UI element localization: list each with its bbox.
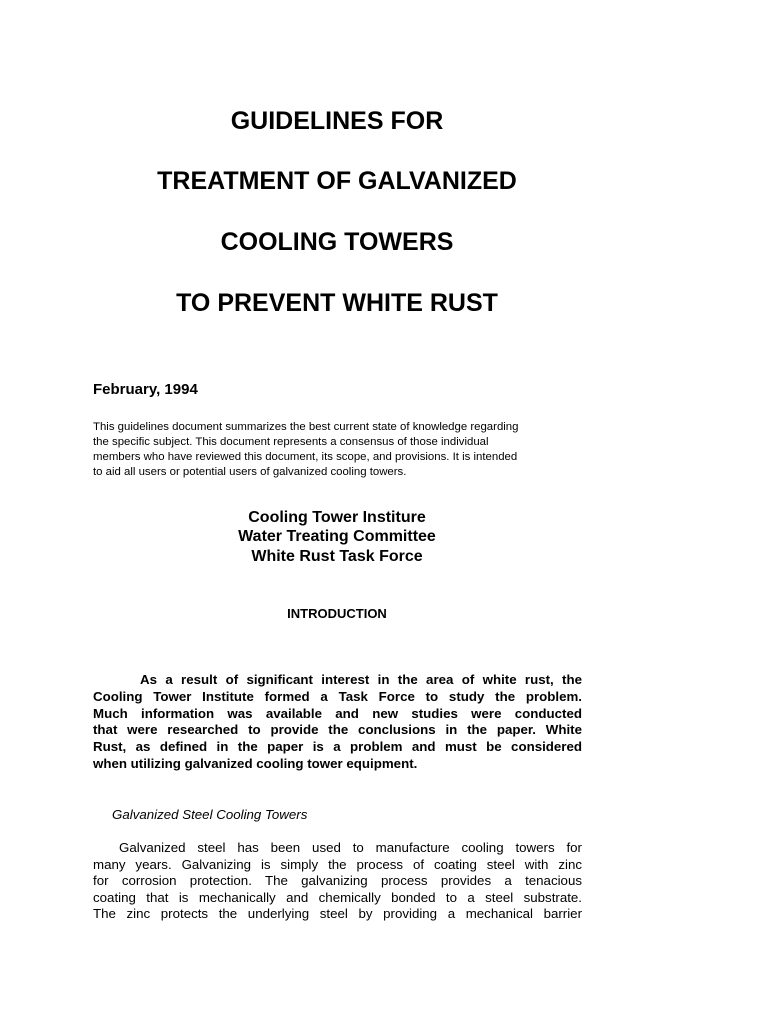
summary-line: the specific subject. This document represents a consensus of those individual	[93, 436, 489, 448]
introduction-line: Much information was available and new studies were conducted	[93, 705, 582, 721]
summary-line: members who have reviewed this document, its scope, and provisions. It is intended	[93, 451, 518, 463]
body-line: The zinc protects the underlying steel by providing a mechanical barrier	[93, 906, 582, 922]
title-line-3: COOLING TOWERS	[220, 228, 454, 256]
introduction-paragraph	[93, 672, 582, 773]
organization-line-1: Cooling Tower Institure	[248, 509, 426, 526]
summary-line: to aid all users or potential users of galvanized cooling towers.	[93, 466, 407, 478]
introduction-line: Rust, as defined in the paper is a problem and must be considered	[93, 739, 582, 755]
title-line-1: GUIDELINES FOR	[230, 107, 444, 135]
organization-line-2: Water Treating Committee	[238, 528, 436, 545]
introduction-line: that were researched to provide the conclusions in the paper. White	[93, 722, 582, 738]
body-line: coating that is mechanically and chemically bonded to a steel substrate.	[93, 889, 582, 905]
body-line: many years. Galvanizing is simply the process of coating steel with zinc	[93, 856, 582, 872]
introduction-line: Cooling Tower Institute formed a Task Force to study the problem.	[93, 688, 582, 704]
document-date: February, 1994	[93, 381, 198, 398]
body-paragraph	[93, 840, 582, 923]
summary-line: This guidelines document summarizes the best current state of knowledge regarding	[93, 421, 519, 433]
introduction-line: when utilizing galvanized cooling tower equipment.	[93, 755, 418, 771]
organization-line-3: White Rust Task Force	[251, 548, 423, 565]
body-line: Galvanized steel has been used to manufacture cooling towers for	[119, 840, 582, 855]
summary-paragraph	[93, 420, 583, 480]
introduction-line: As a result of significant interest in the area of white rust, the	[140, 672, 582, 687]
title-line-4: TO PREVENT WHITE RUST	[176, 289, 498, 317]
section-subheading: Galvanized Steel Cooling Towers	[112, 807, 308, 822]
title-line-2: TREATMENT OF GALVANIZED	[157, 167, 517, 195]
introduction-heading: INTRODUCTION	[287, 606, 387, 621]
body-line: for corrosion protection. The galvanizing process provides a tenacious	[93, 873, 582, 889]
